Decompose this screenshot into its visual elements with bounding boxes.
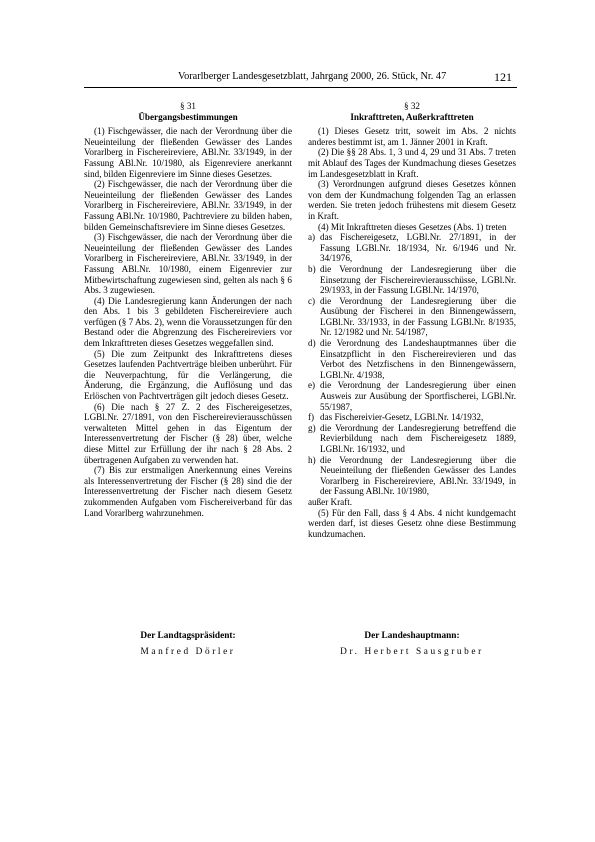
list-item: [308, 455, 516, 497]
list-item: [308, 264, 516, 296]
page-header: [178, 71, 518, 82]
list-item: [308, 296, 516, 338]
list-item: [308, 412, 516, 423]
section-title: Übergangsbestimmungen: [138, 111, 238, 122]
list-item-text: die Verordnung der Landesregierung über die Neueinteilung der fließenden Gewässer des Landes Vorarlberg in Fischereireviere, ABl.Nr. 33/1949, in der Fassung ABl.Nr. 10/1980,: [320, 454, 516, 497]
signature-role: Der Landeshauptmann:: [364, 631, 460, 641]
signature-block-right: [308, 631, 516, 657]
list-item-text: die Verordnung der Landesregierung über die Ausübung der Fischerei in den Binnengewässern, LGBl.Nr. 33/1933, in der Fassung LGBl.Nr. 8/1935, Nr. 12/1982 und Nr. 54/1987,: [320, 295, 516, 338]
paragraph: (3) Verordnungen aufgrund dieses Gesetzes können von dem der Kundmachung folgenden Tag an erlassen werden. Sie treten jedoch frühestens mit diesem Gesetz in Kraft.: [308, 179, 516, 221]
list-item: [308, 423, 516, 455]
paragraph: (1) Dieses Gesetz tritt, soweit im Abs. 2 nichts anderes bestimmt ist, am 1. Jänner 2001 in Kraft.: [308, 126, 516, 147]
list-item-label: d): [308, 338, 316, 349]
paragraph: (4) Mit Inkrafttreten dieses Gesetzes (Abs. 1) treten: [318, 221, 507, 232]
list-item: [308, 338, 516, 380]
signature-name: Manfred Dörler: [140, 647, 236, 657]
signature-role: Der Landtagspräsident:: [140, 631, 236, 641]
paragraph: (1) Fischgewässer, die nach der Verordnung über die Neueinteilung der fließenden Gewässer des Landes Vorarlberg in Fischereireviere, ABl.Nr. 33/1949, in der Fassung ABl.Nr. 10/1980, als Eigenreviere anerkannt sind, bilden Eigenreviere im Sinne dieses Gesetzes.: [84, 126, 292, 179]
section-title: Inkrafttreten, Außerkrafttreten: [350, 111, 474, 122]
list-item-label: b): [308, 263, 316, 274]
paragraph: (7) Bis zur erstmaligen Anerkennung eines Vereins als Interessenvertretung der Fischer (§ 28) sind die der Interessenvertretung der Fischer nach diesem Gesetz zukommenden Aufgaben vom Fischereiverband für das Land Vorarlberg wahrzunehmen.: [84, 465, 292, 518]
paragraph: (2) Fischgewässer, die nach der Verordnung über die Neueinteilung der fließenden Gewässer des Landes Vorarlberg in Fischereireviere, ABl.Nr. 33/1949, in der Fassung ABl.Nr. 10/1980, Pachtreviere zu bilden haben, bilden Gemeinschaftsreviere im Sinne dieses Gesetzes.: [84, 179, 292, 232]
list-item-label: a): [308, 232, 316, 243]
signature-block-left: [84, 631, 292, 657]
list-item-text: die Verordnung der Landesregierung über die Einsetzung der Fischereirevierausschüsse, LGBl.Nr. 29/1933, in der Fassung LGBl.Nr. 14/1970,: [320, 263, 516, 296]
list-item-text: die Verordnung der Landesregierung betreffend die Revierbildung nach dem Fischereigesetz 1889, LGBl.Nr. 16/1932, und: [320, 422, 516, 454]
list-conclusion: außer Kraft.: [308, 496, 353, 507]
list-item-text: die Verordnung der Landesregierung über einen Ausweis zur Ausübung der Sportfischerei, LGBl.Nr. 55/1987,: [320, 380, 516, 412]
header-divider: [84, 87, 517, 88]
paragraph: (2) Die §§ 28 Abs. 1, 3 und 4, 29 und 31 Abs. 7 treten mit Ablauf des Tages der Kundmachung dieses Gesetzes im Landesgesetzblatt in Kraft.: [308, 147, 516, 179]
paragraph: (6) Die nach § 27 Z. 2 des Fischereigesetzes, LGBl.Nr. 27/1891, von den Fischereirevierausschüssen verwalteten Mittel gehen in das Eigentum der Interessenvertretung der Fischer (§ 28) über, welche diese Mittel zur Erfüllung der ihr nach § 28 Abs. 2 übertragenen Aufgaben zu verwenden hat.: [84, 401, 292, 465]
list-item-text: das Fischereivier-Gesetz, LGBl.Nr. 14/1932,: [320, 412, 484, 423]
signature-name: Dr. Herbert Sausgruber: [340, 647, 484, 657]
paragraph: (5) Für den Fall, dass § 4 Abs. 4 nicht kundgemacht werden darf, ist dieses Gesetz ohne diese Bestimmung kundzumachen.: [308, 507, 516, 539]
list-item-text: die Verordnung des Landeshauptmannes über die Einsatzpflicht in den Fischereirevieren und das Verbot des Netzfischens in den Binnengewässern, LGBl.Nr. 4/1938,: [320, 338, 516, 380]
list-item-text: das Fischereigesetz, LGBl.Nr. 27/1891, in der Fassung LGBl.Nr. 18/1934, Nr. 6/1946 und Nr. 34/1976,: [320, 232, 516, 264]
section-number: § 31: [180, 101, 196, 111]
list-item-label: h): [308, 454, 316, 465]
left-column: [84, 101, 292, 518]
section-number: § 32: [404, 101, 420, 111]
list-item-label: e): [308, 380, 316, 391]
list-item-label: c): [308, 295, 316, 306]
list-item: [308, 380, 516, 412]
paragraph: (3) Fischgewässer, die nach der Verordnung über die Neueinteilung der fließenden Gewässer des Landes Vorarlberg in Fischereireviere, ABl.Nr. 33/1949, in der Fassung ABl.Nr. 10/1980, einem Eigenrevier zur Mitbewirtschaftung zugewiesen sind, gelten als nach § 6 Abs. 3 zugewiesen.: [84, 232, 292, 296]
page-number: 121: [494, 70, 512, 84]
paragraph: (4) Die Landesregierung kann Änderungen der nach den Abs. 1 bis 3 gebildeten Fischereireviere auch verfügen (§ 7 Abs. 2), wenn die Voraussetzungen für den Bestand oder die Abgrenzung des Fischereireviers vor dem Inkrafttreten dieses Gesetzes weggefallen sind.: [84, 295, 292, 349]
right-column: [308, 101, 516, 539]
header-title: Vorarlberger Landesgesetzblatt, Jahrgang 2000, 26. Stück, Nr. 47: [178, 71, 447, 82]
list-item-label: f): [308, 412, 315, 423]
list-item: [308, 232, 516, 264]
list-item-label: g): [308, 422, 316, 433]
paragraph: (5) Die zum Zeitpunkt des Inkrafttretens dieses Gesetzes laufenden Pachtverträge bleiben unberührt. Für die Neuverpachtung, für die Verlängerung, die Änderung, die Ergänzung, die Auflösung und das Erlöschen von Pachtverträgen gilt jedoch dieses Gesetz.: [84, 348, 292, 402]
